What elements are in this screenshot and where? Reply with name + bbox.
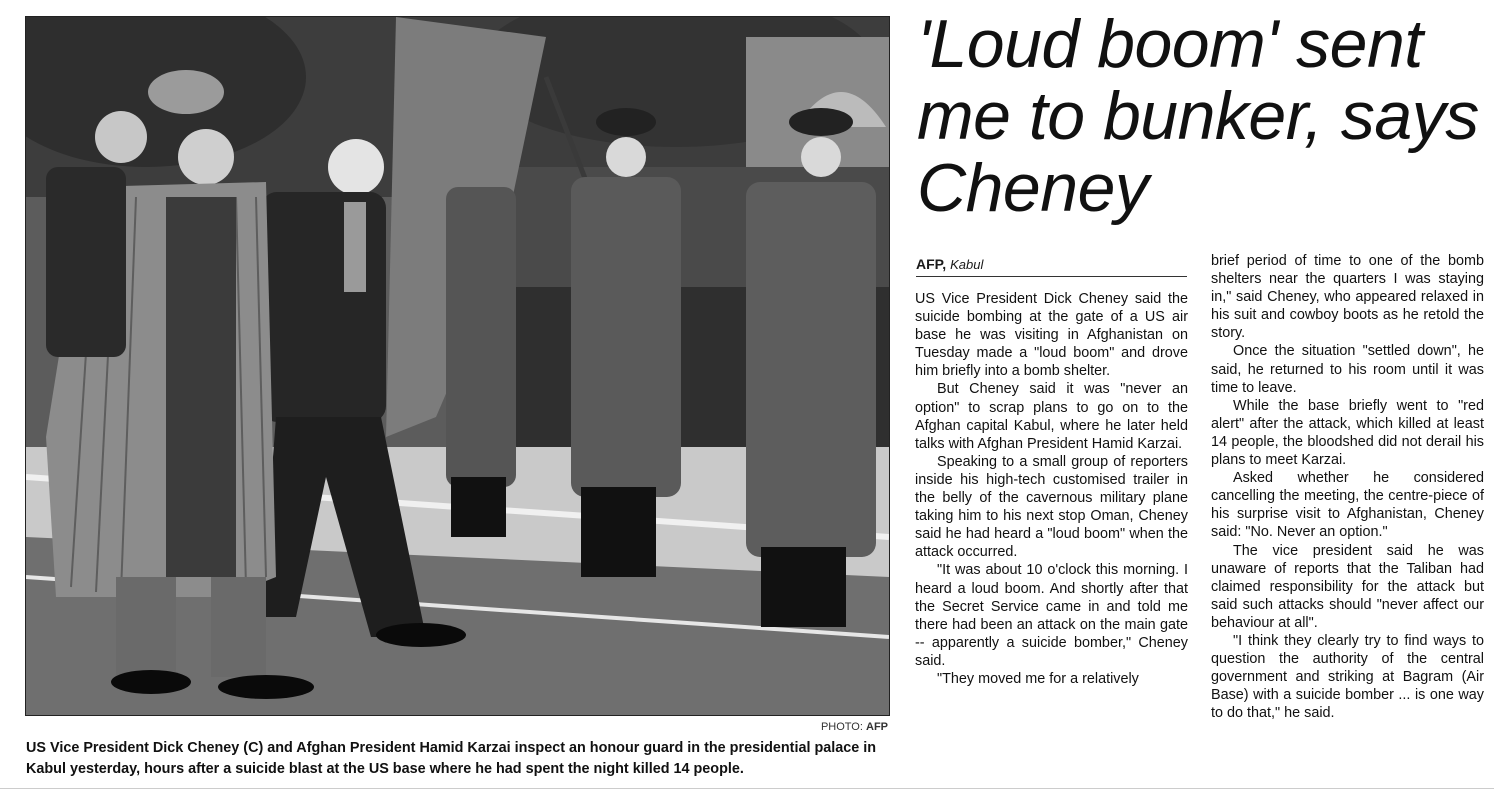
paragraph: "I think they clearly try to find ways to question the authority of the central government and striking at Bagram (Air Base) with a suicide bomber ... is one way to do that," he said. [1211, 632, 1484, 722]
byline-place: Kabul [950, 257, 984, 272]
article-headline: 'Loud boom' sent me to bunker, says Cheney [917, 6, 1479, 226]
article-column-2 [1211, 252, 1484, 722]
article-byline [916, 254, 1187, 277]
photo-credit-label: PHOTO: [820, 721, 863, 733]
paragraph: "It was about 10 o'clock this morning. I heard a loud boom. And shortly after that the Secret Service came in and told me there had been an attack on the main gate -- apparently a suicide bomber," Cheney said. [915, 562, 1188, 669]
paragraph: The vice president said he was unaware of reports that the Taliban had claimed responsibility for the attack but said such attacks should "never affect our behaviour at all". [1211, 542, 1484, 631]
paragraph: Once the situation "settled down", he said, he returned to his room until it was time to leave. [1211, 343, 1484, 396]
photo-caption: US Vice President Dick Cheney (C) and Afghan President Hamid Karzai inspect an honour guard in the presidential palace in Kabul yesterday, hours after a suicide blast at the US base where he had spent the night killed 14 people. [26, 740, 877, 777]
paragraph: Asked whether he considered cancelling the meeting, the centre-piece of his surprise visit to Afghanistan, Cheney said: "No. Never an option." [1211, 470, 1484, 541]
paragraph: But Cheney said it was "never an option" to scrap plans to go on to the Afghan capital Kabul, where he later held talks with Afghan President Hamid Karzai. [915, 381, 1188, 452]
paragraph: Speaking to a small group of reporters inside his high-tech customised trailer in the belly of the cavernous military plane taking him to his next stop Oman, Cheney said he had heard a "loud boom" when the attack occurred. [915, 453, 1188, 561]
paragraph: US Vice President Dick Cheney said the suicide bombing at the gate of a US air base he was visiting in Afghanistan on Tuesday made a "loud boom" and drove him briefly into a bomb shelter. [915, 291, 1188, 380]
paragraph: "They moved me for a relatively [937, 670, 1139, 687]
photo-credit-agency: AFP [866, 721, 888, 733]
article-column-1 [915, 290, 1188, 688]
paragraph: brief period of time to one of the bomb shelters near the quarters I was staying in," said Cheney, who appeared relaxed in his suit and cowboy boots as he retold the story. [1211, 253, 1484, 342]
news-photo [25, 16, 890, 716]
photo-credit [760, 721, 888, 733]
photo-illustration [26, 17, 889, 715]
bottom-divider [0, 788, 1494, 789]
paragraph: While the base briefly went to "red alert" after the attack, which killed at least 14 people, the bloodshed did not derail his plans to meet Karzai. [1211, 397, 1484, 469]
byline-agency: AFP, [916, 256, 947, 272]
